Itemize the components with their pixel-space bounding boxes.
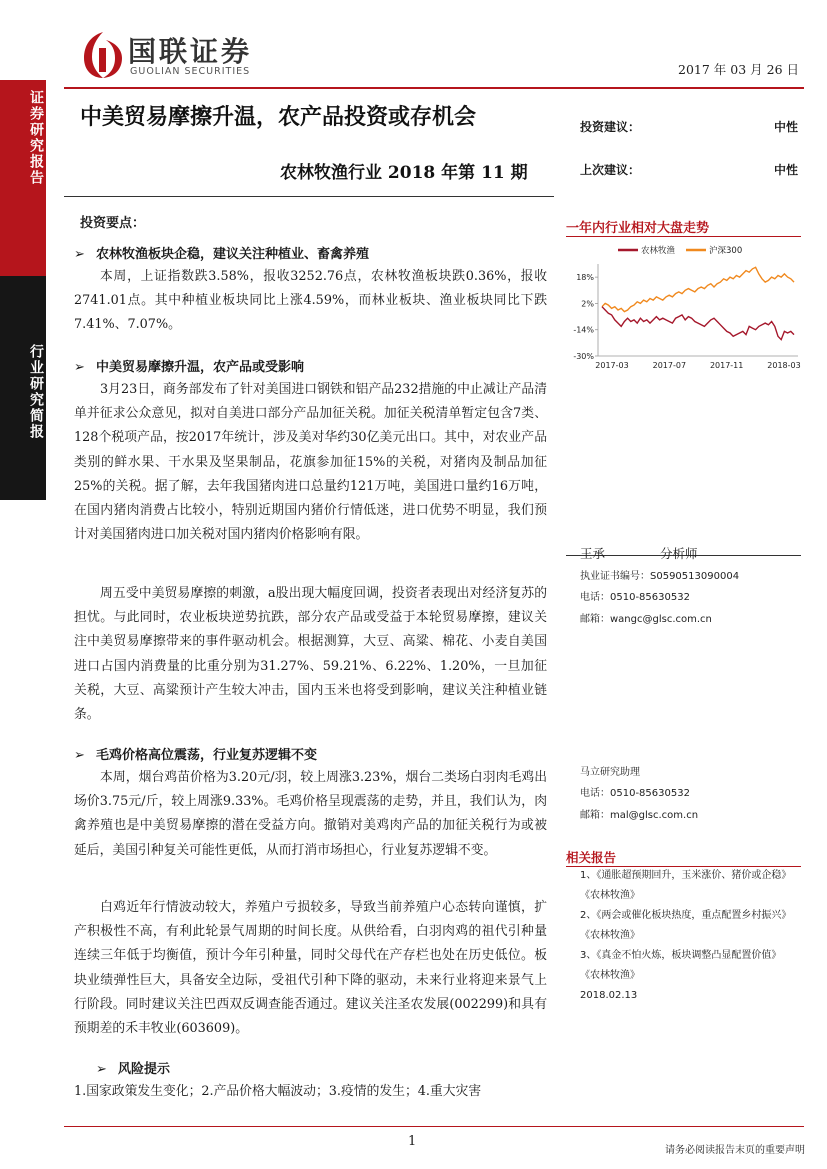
series-line-hs300 [602,267,794,311]
logo-emblem-icon [82,30,124,80]
company-name-cn: 国联证券 [128,35,253,68]
key-points-label: 投资要点： [80,216,146,231]
sidebar-label-industry-brief [0,276,46,500]
sidebar-label-securities-report [0,80,46,276]
report-subtitle: 农林牧渔行业 2018 年第 11 期 [280,163,528,183]
related-report-2[interactable]: 2、《两会或催化板块热度，重点配置乡村振兴》 [580,910,792,921]
x-tick-label: 2017-03 [595,361,629,370]
rating-current-label: 投资建议： [580,120,641,134]
related-report-2-source: 《农林牧渔》 [580,930,640,941]
title-divider [64,196,554,197]
rating-previous-label: 上次建议： [580,163,641,177]
x-tick-label: 2018-03 [767,361,801,370]
bullet-arrow-icon: ➢ [74,748,85,763]
y-tick-label: -14% [573,325,594,335]
bullet-arrow-icon: ➢ [74,247,85,262]
section-2-paragraph-1: 3月23日，商务部发布了针对美国进口钢铁和铝产品232措施的中止减让产品清单并征求公众意见，拟对自美进口部分产品加征关税。加征关税清单暂定包含7类、128个税项产品，按2017年统计，涉及美对华约30亿美元出口。其中，对农业产品类别的鲜水果、干水果及坚果制品，花旗参加征15%的关税，对猪肉及制品加征25%的关税。据了解，去年我国猪肉进口总量约121万吨，美国进口量约16万吨，在国内猪肉消费占比较小，特别近期国内猪价行情低迷，进口优势不明显，我们预计对美国猪肉进口加关税对国内猪肉价格影响有限。 [74,382,547,543]
related-report-3-source: 《农林牧渔》 [580,970,640,981]
related-report-1-source: 《农林牧渔》 [580,890,640,901]
y-tick-label: 2% [581,299,594,309]
analyst-2-email[interactable]: 邮箱：mal@glsc.com.cn [580,810,699,821]
y-tick-label: 18% [576,273,594,283]
sidebar-top-text: 证券研究报告 [28,90,44,186]
company-logo [82,28,312,84]
bullet-arrow-icon: ➢ [96,1062,107,1077]
page-number: 1 [408,1134,417,1149]
section-3-paragraph-1: 本周，烟台鸡苗价格为3.20元/羽，较上周涨3.23%，烟台二类场白羽肉毛鸡出场价3.75元/斤，较上周涨9.33%。毛鸡价格呈现震荡的走势，并且，我们认为，肉禽养殖也是中美贸易摩擦的潜在受益方向。撤销对美鸡肉产品的加征关税行为或被延后，美国引种复关可能性更低，从而打消市场担心，行业复苏逻辑不变。 [74,770,547,858]
related-report-3-date: 2018.02.13 [580,990,638,1001]
rating-current-value: 中性 [774,120,799,134]
footer-disclaimer: 请务必阅读报告末页的重要声明 [665,1145,805,1156]
related-reports-list [580,866,805,1006]
performance-chart [566,240,806,380]
bullet-arrow-icon: ➢ [74,360,85,375]
legend-label-series-1: 农林牧渔 [641,246,676,256]
section-2-paragraph-2: 周五受中美贸易摩擦的刺激，a股出现大幅度回调，投资者表现出对经济复苏的担忧。与此同时，农业板块逆势抗跌，部分农产品或受益于本轮贸易摩擦，建议关注中美贸易摩擦带来的事件驱动机会。根据测算，大豆、高粱、棉花、小麦自美国进口占国内消费量的比重分别为31.27%、59.21%、6.22%、1.20%，一旦加征关税，大豆、高粱预计产生较大冲击，国内玉米也将受到影响，建议关注种植业链条。 [74,586,547,723]
footer-divider [64,1126,804,1127]
section-3-paragraph-2: 白鸡近年行情波动较大，养殖户亏损较多，导致当前养殖户心态转向谨慎，扩产积极性不高，有利此轮景气周期的时间长度。从供给看，白羽肉鸡的祖代引种量连续三年低于均衡值，预计今年引种量，同时父母代在产存栏也处在历史低位。板块业绩弹性巨大，具备安全边际，受祖代引种下降的驱动，未来行业将迎来景气上行阶段。同时建议关注巴西双反调查能否通过。建议关注圣农发展(002299)和具有预期差的禾丰牧业(603609)。 [74,900,547,1037]
related-reports-heading: 相关报告 [566,850,617,865]
analyst-2-name-title: 马立研究助理 [580,767,640,778]
risk-text: 1.国家政策发生变化；2.产品价格大幅波动；3.疫情的发生；4.重大灾害 [74,1084,482,1099]
analyst-1-title: 分析师 [660,546,698,561]
report-date: 2017 年 03 月 26 日 [678,62,799,77]
section-1-paragraph: 本周，上证指数跌3.58%，报收3252.76点，农林牧渔板块跌0.36%，报收2741.01点。其中种植业板块同比上涨4.59%，而林业板块、渔业板块同比下跌7.41%、7.07%。 [74,269,547,333]
analyst-1-phone: 电话：0510-85630532 [580,592,690,603]
risk-heading: ➢ 风险提示 [96,1062,171,1077]
sidebar-bottom-text: 行业研究简报 [28,344,44,440]
chart-heading-divider [566,236,801,237]
analyst-1-cert: 执业证书编号：S0590513090004 [580,571,740,582]
x-tick-label: 2017-07 [652,361,687,370]
chart-heading: 一年内行业相对大盘走势 [566,221,710,236]
y-tick-label: -30% [573,352,594,361]
rating-previous-value: 中性 [774,163,799,177]
legend-label-series-2: 沪深300 [709,246,743,256]
analyst-2-phone: 电话：0510-85630532 [580,788,690,799]
report-title: 中美贸易摩擦升温，农产品投资或存机会 [80,105,477,130]
analyst-1-name: 王承 [580,546,606,561]
header-divider [64,87,804,89]
analyst-1-email[interactable]: 邮箱：wangc@glsc.com.cn [580,614,712,625]
related-report-3[interactable]: 3、《真金不怕火炼，板块调整凸显配置价值》 [580,950,782,961]
company-name-en: GUOLIAN SECURITIES [130,66,251,77]
related-report-1[interactable]: 1、《通胀超预期回升，玉米涨价、猪价或企稳》 [580,870,792,881]
section-heading-1: ➢ 农林牧渔板块企稳，建议关注种植业、畜禽养殖 [74,247,370,262]
series-line-agri [602,307,794,340]
x-tick-label: 2017-11 [709,361,744,370]
section-heading-3: ➢ 毛鸡价格高位震荡，行业复苏逻辑不变 [74,748,318,763]
section-heading-2: ➢ 中美贸易摩擦升温，农产品或受影响 [74,360,305,375]
